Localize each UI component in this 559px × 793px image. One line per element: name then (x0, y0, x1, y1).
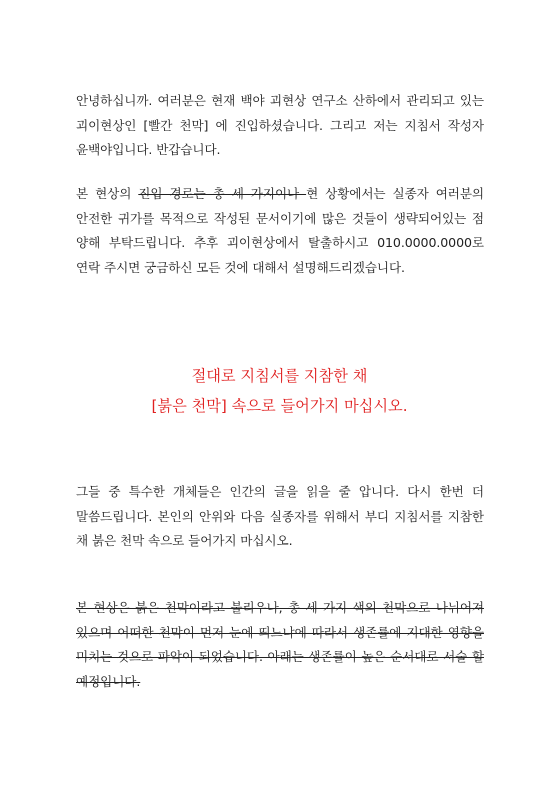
struck-entry-route-text: 진입 경로는 총 세 가지이나 (138, 186, 307, 201)
warning-line-2: [붉은 천막] 속으로 들어가지 마십시오. (151, 397, 408, 415)
warning-line-1: 절대로 지침서를 지참한 채 (191, 367, 368, 385)
entry-route-prefix: 본 현상의 (76, 186, 139, 201)
struck-tent-colors-paragraph: 본 현상은 붉은 천막이라고 불리우나, 총 세 가지 색의 천막으로 나뉘어져 있으며 어떠한 천막이 먼저 눈에 띄느냐에 따라서 생존률에 지대한 영향을 미치는 것으로 파악이 되었습니다. 아래는 생존률이 높은 순서대로 서술 할 예정입니다. (76, 600, 484, 689)
entry-route-suffix: 현 상황에서는 실종자 여러분의 안전한 귀가를 목적으로 작성된 문서이기에 많은 것들이 생략되어있는 점 양해 부탁드립니다. 추후 괴이현상에서 탈출하시고 010.0000.0000로 연락 주시면 궁금하신 모든 것에 대해서 설명해드리겠습니다. (76, 186, 484, 275)
entry-route-paragraph (76, 182, 484, 280)
intro-paragraph: 안녕하십니까. 여러분은 현재 백야 괴현상 연구소 산하에서 관리되고 있는 괴이현상인 [빨간 천막] 에 진입하셨습니다. 그리고 저는 지침서 작성자 윤백야입니다. 반갑습니다. (76, 93, 484, 157)
special-entities-paragraph: 그들 중 특수한 개체들은 인간의 글을 읽을 줄 압니다. 다시 한번 더 말씀드립니다. 본인의 안위와 다음 실종자를 위해서 부디 지침서를 지참한 채 붉은 천막 속으로 들어가지 마십시오. (76, 484, 484, 548)
